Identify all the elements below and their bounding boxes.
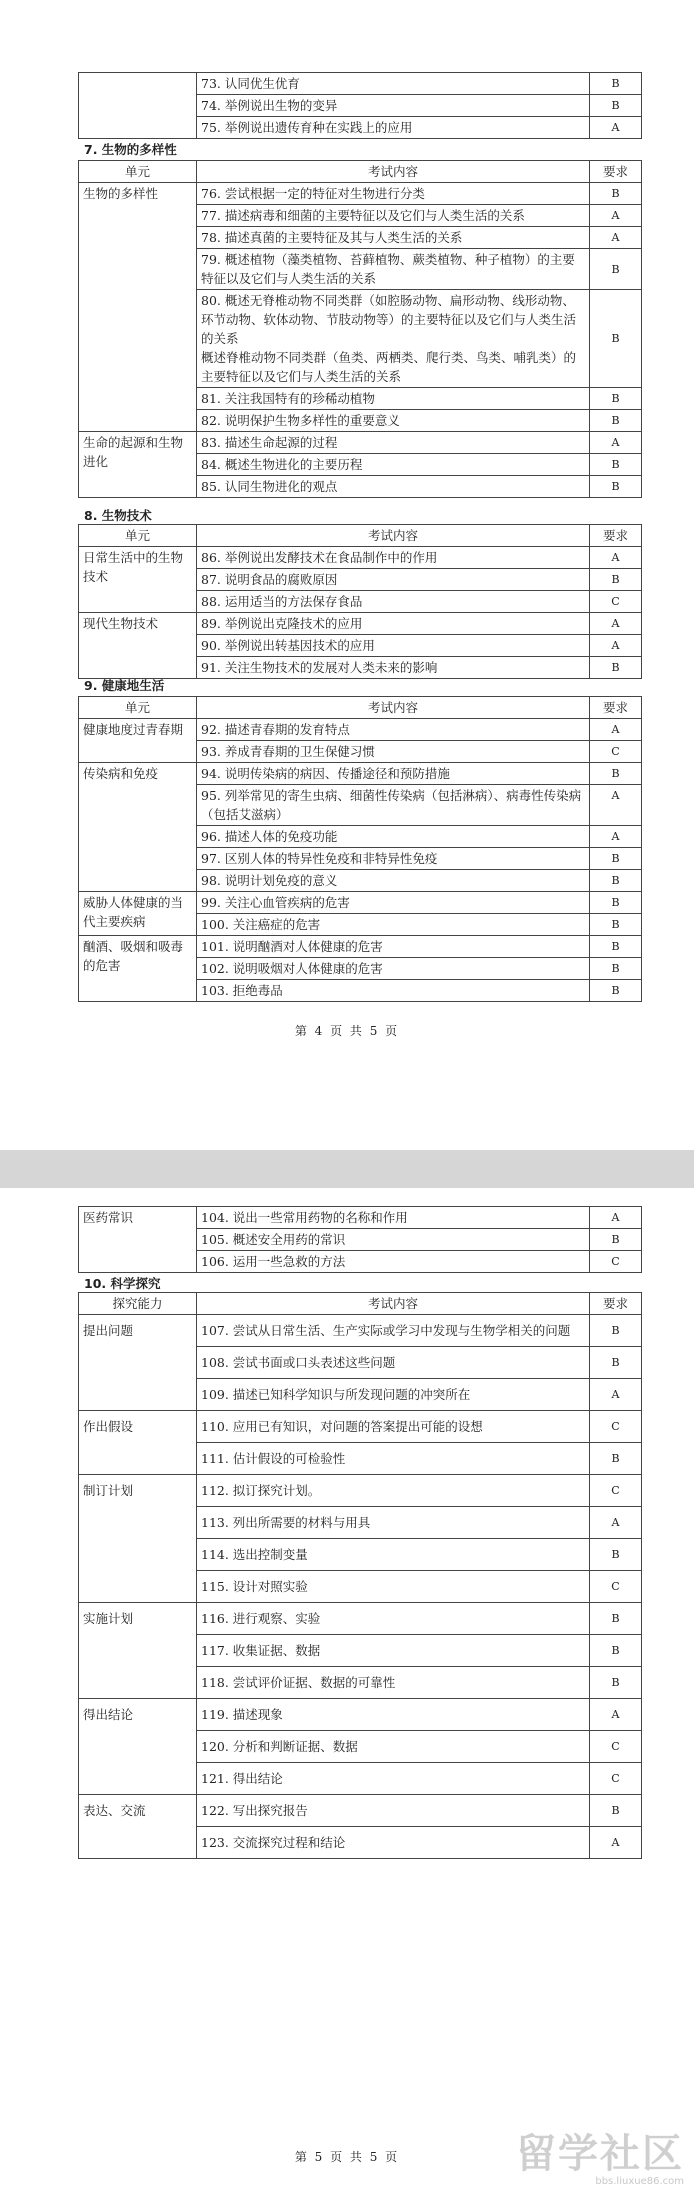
table-row: [79, 1699, 642, 1731]
column-header-content: 考试内容: [197, 161, 590, 183]
content-cell: 86. 举例说出发酵技术在食品制作中的作用: [197, 547, 590, 569]
content-cell: 103. 拒绝毒品: [197, 980, 590, 1002]
content-cell: 112. 拟订探究计划。: [197, 1475, 590, 1507]
content-cell: 84. 概述生物进化的主要历程: [197, 454, 590, 476]
req-cell: B: [590, 958, 642, 980]
req-cell: B: [590, 870, 642, 892]
unit-cell: 生命的起源和生物进化: [79, 432, 197, 498]
column-header-ability: 探究能力: [79, 1293, 197, 1315]
req-cell: B: [590, 454, 642, 476]
req-cell: B: [590, 183, 642, 205]
req-cell: A: [590, 1207, 642, 1229]
unit-cell: 生物的多样性: [79, 183, 197, 432]
req-cell: C: [590, 1571, 642, 1603]
content-cell: 123. 交流探究过程和结论: [197, 1827, 590, 1859]
site-watermark: [488, 2132, 684, 2192]
req-cell: A: [590, 432, 642, 454]
content-cell: 93. 养成青春期的卫生保健习惯: [197, 741, 590, 763]
unit-cell: 威胁人体健康的当代主要疾病: [79, 892, 197, 936]
table-row: [79, 1207, 642, 1229]
content-cell: 113. 列出所需要的材料与用具: [197, 1507, 590, 1539]
table-row: [79, 547, 642, 569]
req-cell: B: [590, 249, 642, 290]
unit-cell: 表达、交流: [79, 1795, 197, 1859]
unit-cell: 得出结论: [79, 1699, 197, 1795]
table-row: [79, 1411, 642, 1443]
req-cell: A: [590, 1507, 642, 1539]
req-cell: B: [590, 980, 642, 1002]
table-continued-9: [78, 1206, 642, 1273]
req-cell: B: [590, 569, 642, 591]
content-cell: 111. 估计假设的可检验性: [197, 1443, 590, 1475]
table-row: [79, 719, 642, 741]
table-header-row: [79, 697, 642, 719]
content-cell: 96. 描述人体的免疫功能: [197, 826, 590, 848]
req-cell: B: [590, 892, 642, 914]
content-cell: 81. 关注我国特有的珍稀动植物: [197, 388, 590, 410]
table-row: [79, 613, 642, 635]
table-row: [79, 892, 642, 914]
table-header-row: [79, 525, 642, 547]
content-cell: 98. 说明计划免疫的意义: [197, 870, 590, 892]
column-header-content: 考试内容: [197, 697, 590, 719]
content-cell: 85. 认同生物进化的观点: [197, 476, 590, 498]
req-cell: C: [590, 1763, 642, 1795]
req-cell: B: [590, 476, 642, 498]
req-cell: A: [590, 1379, 642, 1411]
req-cell: C: [590, 1475, 642, 1507]
column-header-unit: 单元: [79, 697, 197, 719]
req-cell: B: [590, 1315, 642, 1347]
req-cell: A: [590, 1827, 642, 1859]
content-cell: 118. 尝试评价证据、数据的可靠性: [197, 1667, 590, 1699]
req-cell: B: [590, 290, 642, 388]
column-header-unit: 单元: [79, 525, 197, 547]
req-cell: B: [590, 657, 642, 679]
unit-cell: 提出问题: [79, 1315, 197, 1411]
unit-cell: 现代生物技术: [79, 613, 197, 679]
table-section-9: [78, 696, 642, 1002]
req-cell: C: [590, 1411, 642, 1443]
content-cell: 88. 运用适当的方法保存食品: [197, 591, 590, 613]
req-cell: C: [590, 741, 642, 763]
table-continued-6: [78, 72, 642, 139]
table-row: [79, 1475, 642, 1507]
unit-cell: 日常生活中的生物技术: [79, 547, 197, 613]
content-cell: 122. 写出探究报告: [197, 1795, 590, 1827]
content-cell: 105. 概述安全用药的常识: [197, 1229, 590, 1251]
table-row: [79, 1315, 642, 1347]
content-cell: 107. 尝试从日常生活、生产实际或学习中发现与生物学相关的问题: [197, 1315, 590, 1347]
req-cell: B: [590, 73, 642, 95]
content-cell: 83. 描述生命起源的过程: [197, 432, 590, 454]
page-separator: [0, 1150, 694, 1188]
req-cell: A: [590, 227, 642, 249]
content-cell: 75. 举例说出遗传育种在实践上的应用: [197, 117, 590, 139]
table-header-row: [79, 1293, 642, 1315]
watermark-logo-text: 留学社区: [516, 2131, 684, 2177]
req-cell: B: [590, 1795, 642, 1827]
table-row: [79, 936, 642, 958]
column-header-content: 考试内容: [197, 1293, 590, 1315]
content-cell: 76. 尝试根据一定的特征对生物进行分类: [197, 183, 590, 205]
content-cell: 116. 进行观察、实验: [197, 1603, 590, 1635]
content-cell: 92. 描述青春期的发育特点: [197, 719, 590, 741]
req-cell: A: [590, 1699, 642, 1731]
page-5: [0, 1188, 694, 2206]
req-cell: A: [590, 826, 642, 848]
content-cell: 89. 举例说出克隆技术的应用: [197, 613, 590, 635]
req-cell: A: [590, 547, 642, 569]
content-cell: 73. 认同优生优育: [197, 73, 590, 95]
req-cell: A: [590, 785, 642, 826]
content-cell: 78. 描述真菌的主要特征及其与人类生活的关系: [197, 227, 590, 249]
column-header-unit: 单元: [79, 161, 197, 183]
content-cell: 79. 概述植物（藻类植物、苔藓植物、蕨类植物、种子植物）的主要特征以及它们与人类生活的关系: [197, 249, 590, 290]
req-cell: B: [590, 763, 642, 785]
content-cell: 109. 描述已知科学知识与所发现问题的冲突所在: [197, 1379, 590, 1411]
content-cell: [197, 290, 590, 388]
content-cell: 101. 说明酗酒对人体健康的危害: [197, 936, 590, 958]
column-header-req: 要求: [590, 1293, 642, 1315]
unit-cell: 作出假设: [79, 1411, 197, 1475]
content-cell: 120. 分析和判断证据、数据: [197, 1731, 590, 1763]
req-cell: B: [590, 410, 642, 432]
req-cell: A: [590, 635, 642, 657]
content-cell: 74. 举例说出生物的变异: [197, 95, 590, 117]
content-cell: 121. 得出结论: [197, 1763, 590, 1795]
content-cell: 90. 举例说出转基因技术的应用: [197, 635, 590, 657]
section-title-8: 8. 生物技术: [84, 508, 152, 523]
content-paragraph: 概述脊椎动物不同类群（鱼类、两栖类、爬行类、鸟类、哺乳类）的主要特征以及它们与人类生活的关系: [201, 350, 577, 384]
unit-cell: 健康地度过青春期: [79, 719, 197, 763]
req-cell: A: [590, 719, 642, 741]
req-cell: C: [590, 591, 642, 613]
table-row: [79, 183, 642, 205]
content-cell: 114. 选出控制变量: [197, 1539, 590, 1571]
req-cell: B: [590, 95, 642, 117]
table-header-row: [79, 161, 642, 183]
table-section-7: [78, 160, 642, 498]
req-cell: C: [590, 1731, 642, 1763]
page-footer: 第 5 页 共 5 页: [294, 2150, 400, 2164]
table-row: [79, 763, 642, 785]
column-header-req: 要求: [590, 525, 642, 547]
content-cell: 119. 描述现象: [197, 1699, 590, 1731]
req-cell: C: [590, 1251, 642, 1273]
table-section-8: [78, 524, 642, 679]
req-cell: B: [590, 388, 642, 410]
unit-cell: [79, 73, 197, 139]
content-cell: 87. 说明食品的腐败原因: [197, 569, 590, 591]
content-cell: 110. 应用已有知识，对问题的答案提出可能的设想: [197, 1411, 590, 1443]
content-cell: 115. 设计对照实验: [197, 1571, 590, 1603]
content-paragraph: 80. 概述无脊椎动物不同类群（如腔肠动物、扁形动物、线形动物、环节动物、软体动物、节肢动物等）的主要特征以及它们与人类生活的关系: [201, 293, 577, 346]
table-row: [79, 432, 642, 454]
table-row: [79, 1795, 642, 1827]
content-cell: 91. 关注生物技术的发展对人类未来的影响: [197, 657, 590, 679]
req-cell: B: [590, 1603, 642, 1635]
unit-cell: 医药常识: [79, 1207, 197, 1273]
table-row: [79, 1603, 642, 1635]
content-cell: 104. 说出一些常用药物的名称和作用: [197, 1207, 590, 1229]
req-cell: B: [590, 936, 642, 958]
column-header-req: 要求: [590, 697, 642, 719]
content-cell: 106. 运用一些急救的方法: [197, 1251, 590, 1273]
content-cell: 108. 尝试书面或口头表述这些问题: [197, 1347, 590, 1379]
unit-cell: 制订计划: [79, 1475, 197, 1603]
req-cell: B: [590, 848, 642, 870]
content-cell: 102. 说明吸烟对人体健康的危害: [197, 958, 590, 980]
req-cell: B: [590, 1539, 642, 1571]
watermark-url: bbs.liuxue86.com: [595, 2176, 684, 2187]
req-cell: A: [590, 205, 642, 227]
section-title-10: 10. 科学探究: [84, 1276, 161, 1291]
content-cell: 82. 说明保护生物多样性的重要意义: [197, 410, 590, 432]
section-title-7: 7. 生物的多样性: [84, 142, 177, 157]
req-cell: A: [590, 613, 642, 635]
table-section-10: [78, 1292, 642, 1859]
section-title-9: 9. 健康地生活: [84, 678, 165, 693]
table-row: [79, 73, 642, 95]
content-cell: 100. 关注癌症的危害: [197, 914, 590, 936]
column-header-req: 要求: [590, 161, 642, 183]
content-cell: 99. 关注心血管疾病的危害: [197, 892, 590, 914]
req-cell: B: [590, 1635, 642, 1667]
unit-cell: 实施计划: [79, 1603, 197, 1699]
req-cell: B: [590, 1667, 642, 1699]
content-cell: 117. 收集证据、数据: [197, 1635, 590, 1667]
column-header-content: 考试内容: [197, 525, 590, 547]
content-cell: 94. 说明传染病的病因、传播途径和预防措施: [197, 763, 590, 785]
req-cell: B: [590, 1229, 642, 1251]
req-cell: B: [590, 1347, 642, 1379]
content-cell: 97. 区别人体的特异性免疫和非特异性免疫: [197, 848, 590, 870]
req-cell: A: [590, 117, 642, 139]
req-cell: B: [590, 914, 642, 936]
content-cell: 77. 描述病毒和细菌的主要特征以及它们与人类生活的关系: [197, 205, 590, 227]
unit-cell: 酗酒、吸烟和吸毒的危害: [79, 936, 197, 1002]
page-footer: 第 4 页 共 5 页: [294, 1024, 400, 1038]
content-cell: 95. 列举常见的寄生虫病、细菌性传染病（包括淋病）、病毒性传染病（包括艾滋病）: [197, 785, 590, 826]
req-cell: B: [590, 1443, 642, 1475]
unit-cell: 传染病和免疫: [79, 763, 197, 892]
